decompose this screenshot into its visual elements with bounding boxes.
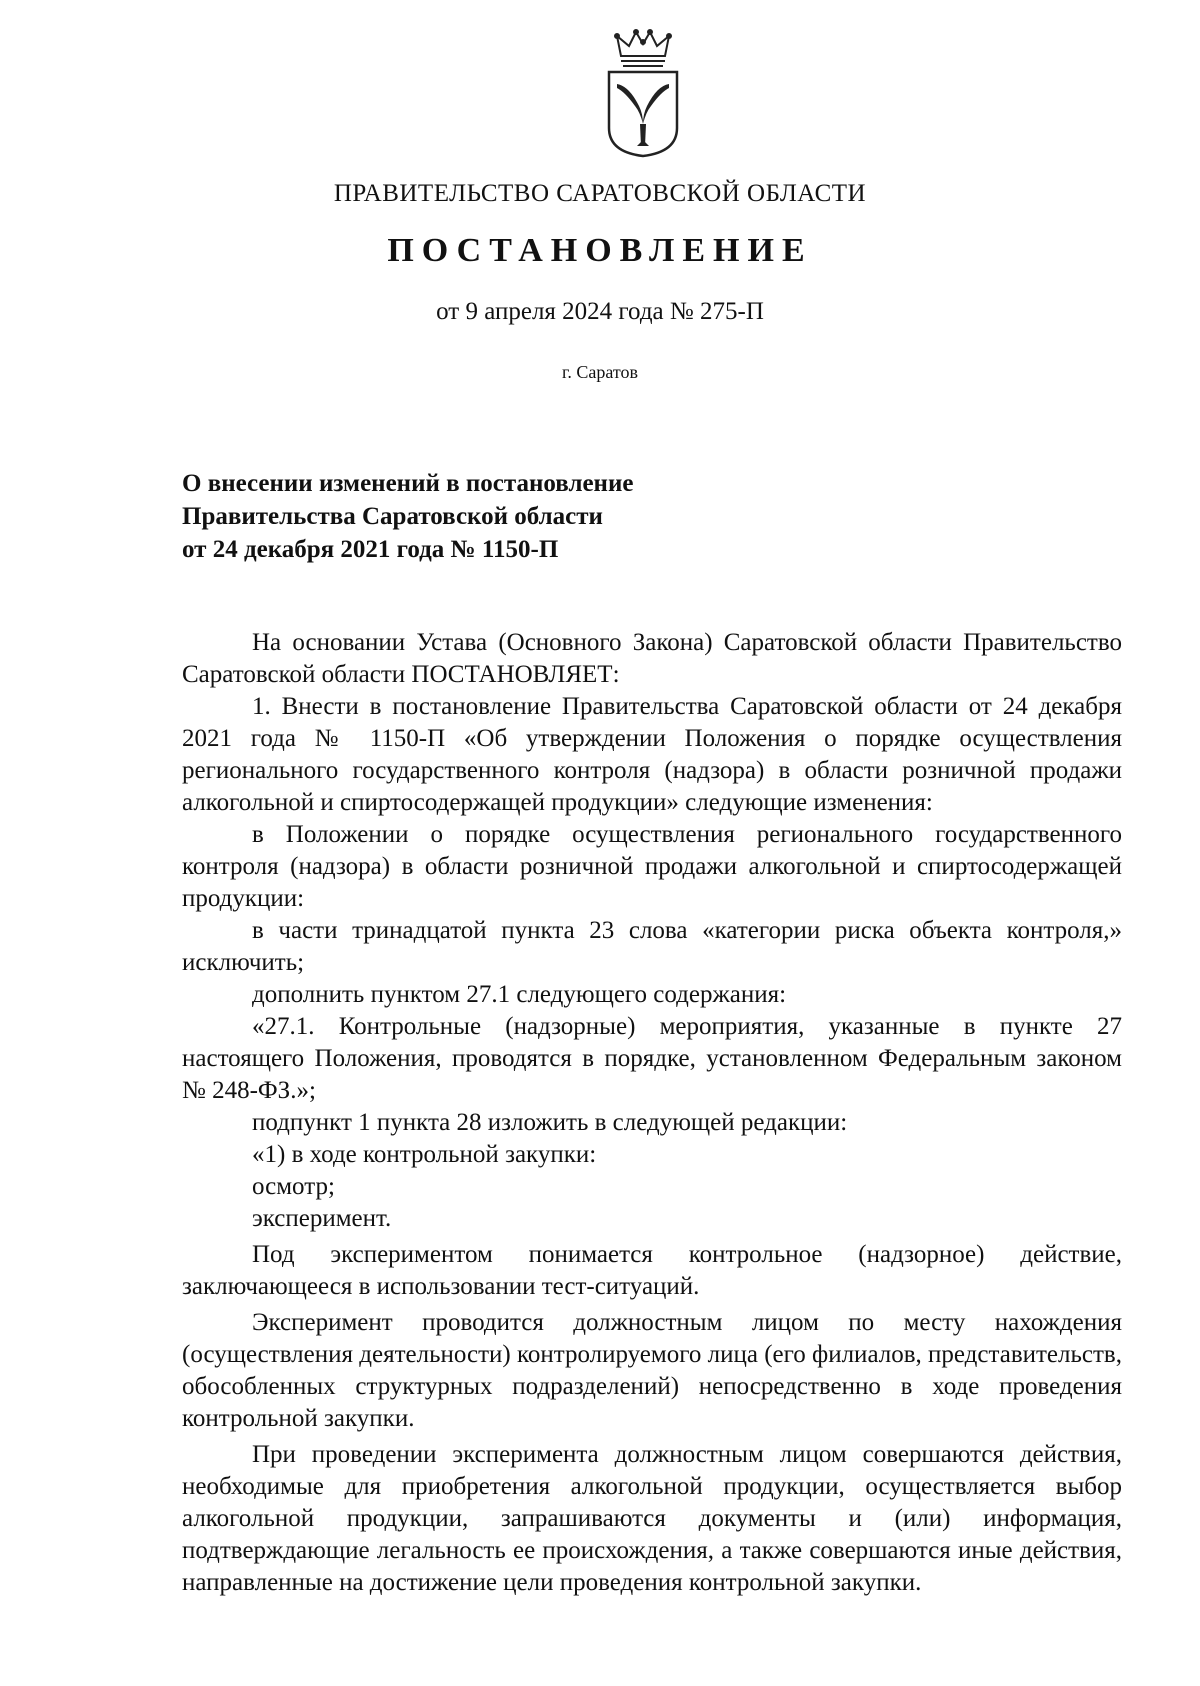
title-line: О внесении изменений в постановление (182, 470, 634, 497)
paragraph: подпункт 1 пункта 28 изложить в следующей редакции: (252, 1109, 848, 1136)
paragraph: дополнить пунктом 27.1 следующего содержания: (252, 981, 787, 1008)
document-place: г. Саратов (562, 362, 638, 382)
title-line: от 24 декабря 2021 года № 1150-П (182, 536, 559, 563)
title-line: Правительства Саратовской области (182, 503, 603, 530)
paragraph: осмотр; (252, 1173, 335, 1200)
paragraph: При проведении эксперимента должностным лицом совершаются действия, необходимые для приобретения алкогольной продукции, осуществляется выбор алкогольной продукции, запрашиваются документы и (или) информация, подтверждающие легальность ее происхождения, а также совершаются иные действия, направленные на достижение цели проведения контрольной закупки. (182, 1441, 1122, 1596)
paragraph: «27.1. Контрольные (надзорные) мероприятия, указанные в пункте 27 настоящего Положения, проводятся в порядке, установленном Федеральным законом № 248-ФЗ.»; (182, 1013, 1122, 1104)
paragraph: Под экспериментом понимается контрольное (надзорное) действие, заключающееся в использовании тест-ситуаций. (182, 1241, 1122, 1300)
document-title (182, 467, 742, 566)
paragraph: На основании Устава (Основного Закона) Саратовской области Правительство Саратовской области ПОСТАНОВЛЯЕТ: (182, 629, 1122, 688)
document-type: ПОСТАНОВЛЕНИЕ (387, 232, 813, 269)
document-date-number: от 9 апреля 2024 года № 275-П (436, 298, 764, 325)
paragraph: «1) в ходе контрольной закупки: (252, 1141, 597, 1168)
paragraph: эксперимент. (252, 1205, 392, 1232)
government-name: ПРАВИТЕЛЬСТВО САРАТОВСКОЙ ОБЛАСТИ (333, 180, 867, 207)
paragraph: Эксперимент проводится должностным лицом по месту нахождения (осуществления деятельности) контролируемого лица (его филиалов, представительств, обособленных структурных подразделений) непосредственно в ходе проведения контрольной закупки. (182, 1309, 1122, 1432)
paragraph: в Положении о порядке осуществления регионального государственного контроля (надзора) в области розничной продажи алкогольной и спиртосодержащей продукции: (182, 821, 1122, 912)
paragraph: 1. Внести в постановление Правительства Саратовской области от 24 декабря 2021 года № 1150-П «Об утверждении Положения о порядке осуществления регионального государственного контроля (надзора) в области розничной продажи алкогольной и спиртосодержащей продукции» следующие изменения: (182, 693, 1122, 816)
paragraph: в части тринадцатой пункта 23 слова «категории риска объекта контроля,» исключить; (182, 917, 1122, 976)
saratov-coat-of-arms-icon (603, 28, 683, 158)
document-body (182, 627, 1122, 1599)
